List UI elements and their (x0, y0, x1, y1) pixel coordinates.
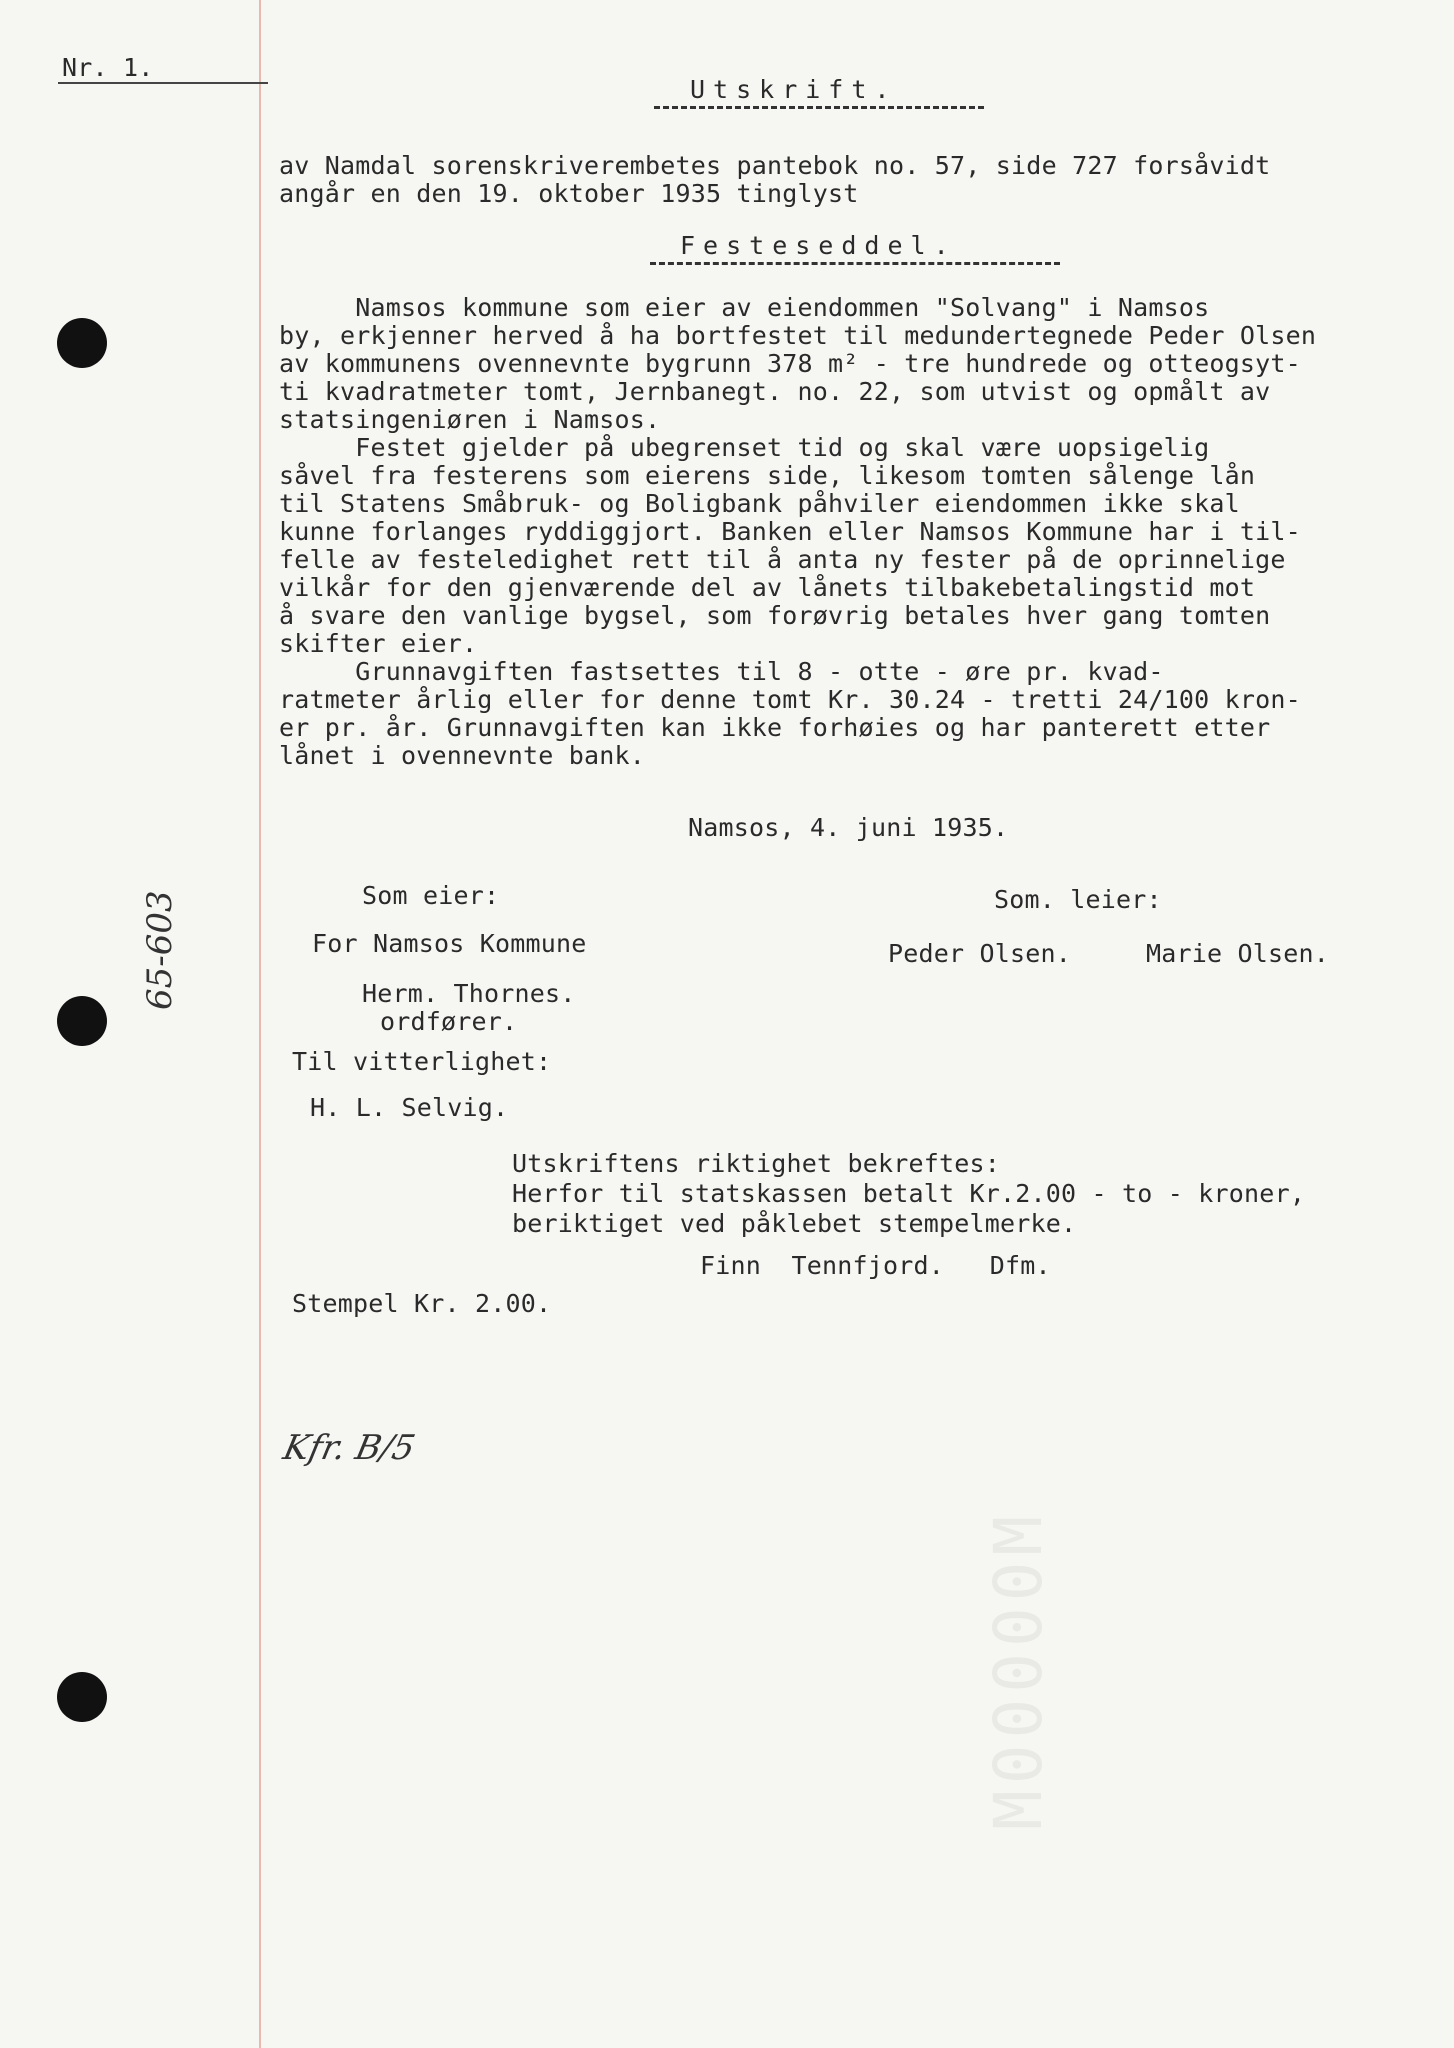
owner-entity: For Namsos Kommune (312, 929, 587, 958)
page-number: Nr. 1. (62, 53, 154, 82)
body-line: er pr. år. Grunnavgiften kan ikke forhøies og har panterett etter (279, 713, 1271, 742)
handwritten-side-note: 65-603 (140, 890, 180, 1010)
subtitle-underline (650, 262, 1060, 265)
lessee-signer-1: Peder Olsen. (888, 939, 1072, 968)
body-line: vilkår for den gjenværende del av lånets tilbakebetalingstid mot (279, 573, 1256, 602)
body-line: kunne forlanges ryddiggjort. Banken eller Namsos Kommune har i til- (279, 517, 1301, 546)
body-line: Grunnavgiften fastsettes til 8 - otte - øre pr. kvad- (279, 657, 1164, 686)
doc-subtitle: Festeseddel. (680, 231, 957, 260)
lessee-label: Som. leier: (994, 885, 1162, 914)
body-line: å svare den vanlige bygsel, som forøvrig betales hver gang tomten (279, 601, 1271, 630)
body-line: lånet i ovennevnte bank. (279, 741, 646, 770)
body-line: til Statens Småbruk- og Boligbank påhviler eiendommen ikke skal (279, 489, 1240, 518)
cert-signer: Finn Tennfjord. Dfm. (700, 1251, 1051, 1280)
body-line: statsingeniøren i Namsos. (279, 405, 661, 434)
punch-hole (57, 318, 107, 368)
title-underline (654, 106, 984, 109)
body-line: ratmeter årlig eller for denne tomt Kr. 30.24 - tretti 24/100 kron- (279, 685, 1301, 714)
owner-signer: Herm. Thornes. (362, 979, 576, 1008)
witness-name: H. L. Selvig. (310, 1093, 509, 1122)
punch-hole (57, 1672, 107, 1722)
witness-label: Til vitterlighet: (292, 1047, 552, 1076)
punch-hole (57, 996, 107, 1046)
doc-title: Utskrift. (690, 75, 898, 104)
body-line: skifter eier. (279, 629, 478, 658)
body-line: Namsos kommune som eier av eiendommen "Solvang" i Namsos (279, 293, 1210, 322)
margin-line (259, 0, 261, 2048)
owner-label: Som eier: (362, 881, 500, 910)
body-line: såvel fra festerens som eierens side, likesom tomten sålenge lån (279, 461, 1256, 490)
body-line: by, erkjenner herved å ha bortfestet til medundertegnede Peder Olsen (279, 321, 1317, 350)
place-date: Namsos, 4. juni 1935. (688, 813, 1009, 842)
body-line: felle av festeledighet rett til å anta ny fester på de oprinnelige (279, 545, 1286, 574)
cert-line: Utskriftens riktighet bekreftes: (512, 1149, 1001, 1178)
cert-line: beriktiget ved påklebet stempelmerke. (512, 1209, 1077, 1238)
embossed-watermark: M00000M (980, 1509, 1057, 1830)
handwritten-initials: Kfr. B/5 (279, 1428, 419, 1468)
body-line: ti kvadratmeter tomt, Jernbanegt. no. 22, som utvist og opmålt av (279, 377, 1271, 406)
stamp-fee: Stempel Kr. 2.00. (292, 1289, 552, 1318)
body-line: Festet gjelder på ubegrenset tid og skal være uopsigelig (279, 433, 1210, 462)
page-number-rule (58, 82, 268, 84)
lessee-signer-2: Marie Olsen. (1146, 939, 1330, 968)
body-line: av kommunens ovennevnte bygrunn 378 m² - tre hundrede og otteogsyt- (279, 349, 1301, 378)
intro-line: angår en den 19. oktober 1935 tinglyst (279, 179, 859, 208)
owner-title: ordfører. (380, 1007, 518, 1036)
cert-line: Herfor til statskassen betalt Kr.2.00 - to - kroner, (512, 1179, 1306, 1208)
intro-line: av Namdal sorenskriverembetes pantebok no. 57, side 727 forsåvidt (279, 151, 1271, 180)
